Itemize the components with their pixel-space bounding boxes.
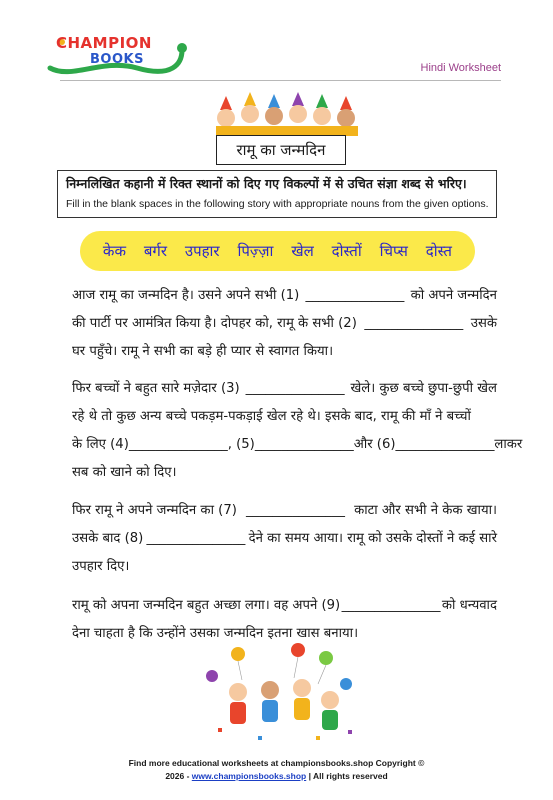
- story-line: घर पहुँचे। रामू ने सभी का बड़े ही प्यार से स्वागत किया।: [72, 344, 334, 359]
- footer: [0, 757, 553, 783]
- story-text: काटा और सभी ने केक खाया।: [354, 503, 497, 518]
- story-line: सब को खाने को दिए।: [72, 465, 177, 480]
- story-line: [72, 375, 497, 403]
- instructions-hindi: निम्नलिखित कहानी में रिक्त स्थानों को दिए गए विकल्पों में से उचित संज्ञा शब्द से भरिए।: [66, 176, 467, 191]
- blank-3[interactable]: _______________: [245, 381, 345, 396]
- champion-books-logo: [42, 28, 192, 80]
- story-text: आज रामू का जन्मदिन है। उसने अपने सभी (1): [72, 288, 300, 303]
- story-text: के लिए (4): [72, 437, 129, 452]
- logo-word-champion: CHAMPION: [56, 34, 152, 52]
- story-text: उसके बाद (8): [72, 531, 144, 546]
- story-text: को अपने जन्मदिन: [410, 288, 497, 303]
- footer-rights: | All rights reserved: [306, 771, 388, 781]
- party-kids-illustration-icon: [212, 92, 362, 136]
- story-paragraph-3: [72, 497, 497, 581]
- story-text: को धन्यवाद: [441, 598, 497, 613]
- story-text: रामू को अपना जन्मदिन बहुत अच्छा लगा। वह अपने (9): [72, 598, 341, 613]
- story-line: [72, 525, 497, 553]
- story-text: खेले। कुछ बच्चे छुपा-छुपी खेल: [350, 381, 497, 396]
- story-text: और (6): [353, 437, 396, 452]
- footer-year: 2026 -: [165, 771, 192, 781]
- footer-line-2: [0, 770, 553, 783]
- blank-1[interactable]: _______________: [305, 288, 405, 303]
- option-word: दोस्त: [425, 242, 452, 260]
- story-text: की पार्टी पर आमंत्रित किया है। दोपहर को, रामू के सभी (2): [72, 316, 357, 331]
- blank-6[interactable]: _______________: [395, 437, 495, 452]
- blank-2[interactable]: _______________: [364, 316, 464, 331]
- blank-4[interactable]: _______________: [128, 437, 228, 452]
- story-line: [72, 431, 523, 459]
- option-word: दोस्तों: [331, 242, 362, 260]
- option-word: केक: [102, 242, 126, 260]
- story-line: उपहार दिए।: [72, 559, 130, 574]
- story-line: [72, 310, 497, 338]
- story-text: लाकर: [494, 437, 523, 452]
- instructions-english: Fill in the blank spaces in the following story with appropriate nouns from the given options.: [66, 198, 489, 210]
- story-line: [72, 282, 497, 310]
- blank-7[interactable]: _______________: [246, 503, 345, 518]
- story-line: देना चाहता है कि उन्होंने उसका जन्मदिन इतना खास बनाया।: [72, 626, 359, 641]
- story-text: उसके: [470, 316, 497, 331]
- option-word: बर्गर: [143, 242, 167, 260]
- worksheet-label: Hindi Worksheet: [420, 62, 501, 74]
- option-word: खेल: [291, 242, 314, 260]
- header-divider: [60, 80, 501, 81]
- blank-9[interactable]: _______________: [341, 598, 441, 613]
- word-options-bar: [80, 231, 475, 271]
- story-title: रामू का जन्मदिन: [216, 135, 346, 165]
- footer-website-link[interactable]: www.championsbooks.shop: [191, 771, 307, 781]
- option-word: चिप्स: [379, 242, 408, 260]
- instructions-box: [57, 170, 497, 218]
- story-text: फिर बच्चों ने बहुत सारे मज़ेदार (3): [72, 381, 240, 396]
- option-word: पिज़्ज़ा: [237, 242, 274, 260]
- blank-5[interactable]: _______________: [254, 437, 354, 452]
- party-celebration-illustration-icon: [198, 640, 358, 745]
- story-text: फिर रामू ने अपने जन्मदिन का (7): [72, 503, 237, 518]
- story-paragraph-1: [72, 282, 497, 366]
- story-text: , (5): [227, 437, 255, 452]
- story-line: [72, 497, 497, 525]
- story-text: देने का समय आया। रामू को उसके दोस्तों ने कई सारे: [248, 531, 497, 546]
- footer-line-1: Find more educational worksheets at championsbooks.shop Copyright ©: [128, 758, 425, 768]
- logo-word-books: BOOKS: [90, 52, 144, 67]
- story-line: [72, 592, 497, 620]
- blank-8[interactable]: _______________: [146, 531, 246, 546]
- story-line: रहे थे तो कुछ अन्य बच्चे पकड़म-पकड़ाई खेल रहे थे। इसके बाद, रामू की माँ ने बच्चों: [72, 409, 471, 424]
- story-paragraph-2: [72, 375, 523, 487]
- option-word: उपहार: [184, 242, 220, 260]
